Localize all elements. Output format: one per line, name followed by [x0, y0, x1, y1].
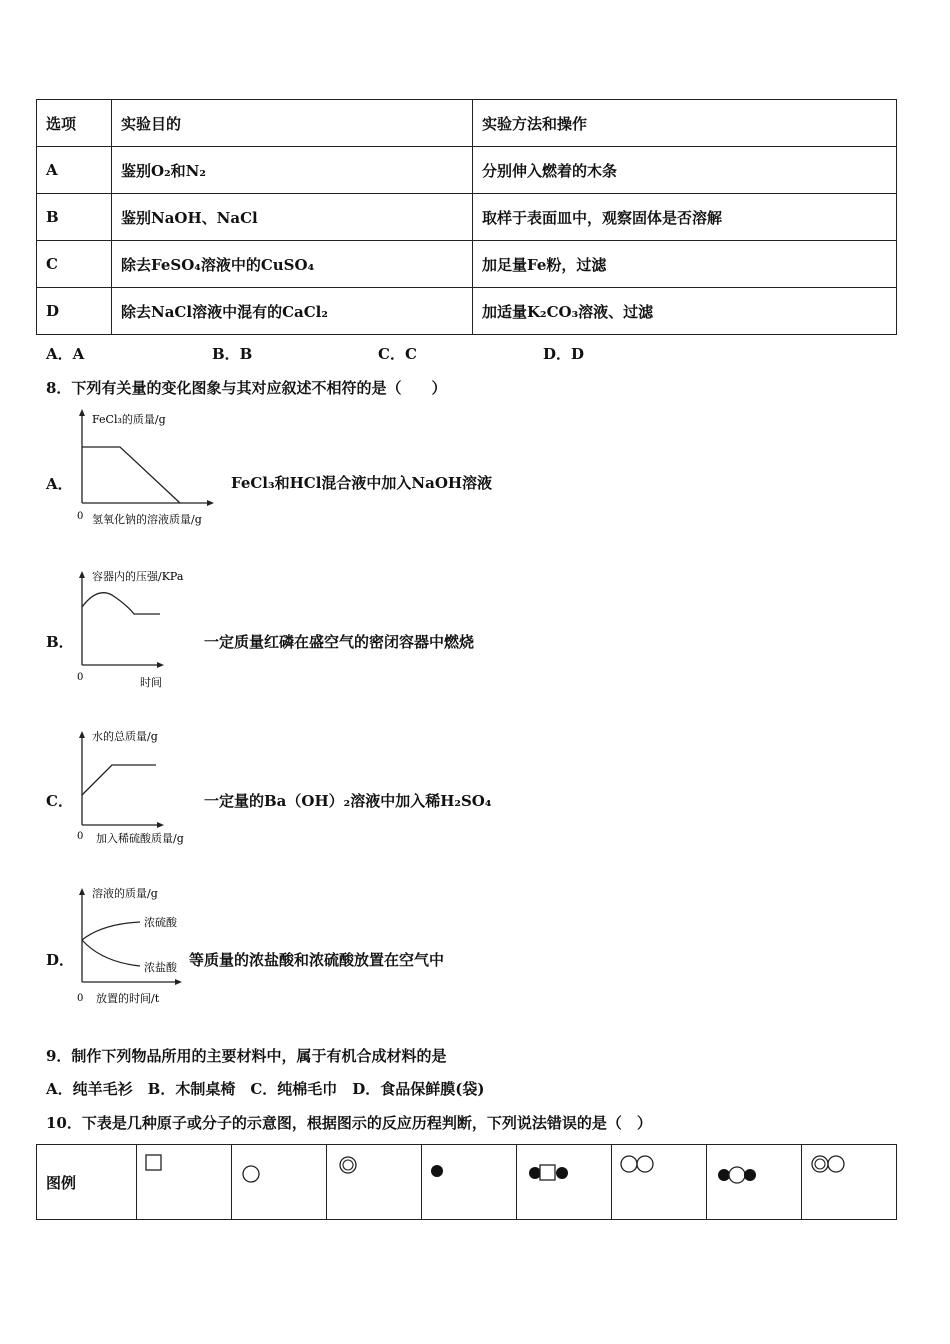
graph-b-ylabel: 容器内的压强/KPa: [92, 570, 184, 583]
graph-d-origin: 0: [77, 993, 84, 1004]
table-row: [37, 241, 897, 288]
legend-table: [36, 1144, 897, 1220]
question-8-stem: 8．下列有关量的变化图象与其对应叙述不相符的是（ ）: [46, 379, 447, 397]
row-purpose: 除去NaCl溶液中混有的CaCl₂: [112, 288, 473, 335]
legend-row: [37, 1145, 897, 1220]
choice-a[interactable]: A．A: [46, 345, 85, 363]
graph-d-ylabel: 溶液的质量/g: [92, 887, 158, 900]
row-purpose: 鉴别NaOH、NaCl: [112, 194, 473, 241]
row-purpose: 除去FeSO₄溶液中的CuSO₄: [112, 241, 473, 288]
row-method: 加足量Fe粉，过滤: [473, 241, 897, 288]
graph-d-curve-upper: [82, 922, 140, 940]
graph-c: [72, 725, 207, 847]
row-method: 取样于表面皿中，观察固体是否溶解: [473, 194, 897, 241]
option-b-desc: 一定质量红磷在盛空气的密闭容器中燃烧: [204, 633, 475, 651]
graph-c-xlabel: 加入稀硫酸质量/g: [96, 832, 184, 845]
legend-cell: [422, 1145, 517, 1220]
graph-b: [72, 565, 207, 693]
graph-b-origin: 0: [77, 672, 84, 683]
molecule-double-circle-pair-icon: [802, 1145, 896, 1215]
legend-label-cell: [37, 1145, 137, 1220]
graph-c-y-arrow: [79, 731, 85, 738]
question-10-stem: 10．下表是几种原子或分子的示意图，根据图示的反应历程判断，下列说法错误的是（ ）: [46, 1114, 652, 1132]
graph-d-curve-lower: [82, 940, 140, 966]
graph-b-y-arrow: [79, 571, 85, 578]
option-c-label[interactable]: C．: [46, 792, 73, 810]
graph-b-curve: [82, 593, 160, 614]
graph-b-x-arrow: [157, 662, 164, 668]
legend-label: 图例: [46, 1173, 77, 1192]
graph-d-y-arrow: [79, 888, 85, 895]
option-a-desc: FeCl₃和HCl混合液中加入NaOH溶液: [231, 474, 493, 492]
graph-d-xlabel: 放置的时间/t: [96, 992, 160, 1005]
legend-cell: [802, 1145, 897, 1220]
graph-a-ylabel: FeCl₃的质量/g: [92, 413, 166, 426]
table-row: [37, 194, 897, 241]
question-9-choices[interactable]: A．纯羊毛衫 B．木制桌椅 C．纯棉毛巾 D．食品保鲜膜(袋): [46, 1080, 485, 1098]
graph-d-curve2-label: 浓盐酸: [144, 961, 177, 974]
legend-cell: [137, 1145, 232, 1220]
molecule-dot-circle-dot-icon: [707, 1145, 801, 1215]
row-option: A: [37, 147, 112, 194]
row-method: 加适量K₂CO₃溶液、过滤: [473, 288, 897, 335]
option-b-label[interactable]: B．: [46, 633, 74, 651]
table-row: [37, 288, 897, 335]
choice-d[interactable]: D．D: [543, 345, 585, 363]
graph-c-ylabel: 水的总质量/g: [92, 730, 158, 743]
graph-c-x-arrow: [157, 822, 164, 828]
legend-cell: [232, 1145, 327, 1220]
legend-cell: [707, 1145, 802, 1220]
atom-double-circle-icon: [327, 1145, 421, 1215]
header-method: 实验方法和操作: [473, 100, 897, 147]
row-purpose: 鉴别O₂和N₂: [112, 147, 473, 194]
graph-d-curve1-label: 浓硫酸: [144, 916, 177, 929]
option-c-desc: 一定量的Ba（OH）₂溶液中加入稀H₂SO₄: [204, 792, 492, 810]
molecule-dot-square-dot-icon: [517, 1145, 611, 1215]
molecule-two-hollow-circles-icon: [612, 1145, 706, 1215]
header-purpose: 实验目的: [112, 100, 473, 147]
atom-hollow-circle-icon: [232, 1145, 326, 1215]
graph-c-curve: [82, 765, 156, 795]
graph-a-x-arrow: [207, 500, 214, 506]
graph-a-xlabel: 氢氧化钠的溶液质量/g: [92, 513, 202, 526]
row-option: C: [37, 241, 112, 288]
choice-b[interactable]: B．B: [212, 345, 253, 363]
graph-a-y-arrow: [79, 409, 85, 416]
row-option: B: [37, 194, 112, 241]
option-a-label[interactable]: A．: [46, 475, 73, 493]
row-method: 分别伸入燃着的木条: [473, 147, 897, 194]
experiment-table: [36, 99, 897, 335]
row-option: D: [37, 288, 112, 335]
legend-cell: [517, 1145, 612, 1220]
graph-c-origin: 0: [77, 831, 84, 842]
graph-a: [72, 405, 232, 530]
graph-a-origin: 0: [77, 511, 84, 522]
atom-solid-dot-icon: [422, 1145, 516, 1215]
graph-a-curve: [82, 447, 180, 503]
option-d-label[interactable]: D．: [46, 951, 75, 969]
table-row: [37, 147, 897, 194]
table-header-row: [37, 100, 897, 147]
option-d-desc: 等质量的浓盐酸和浓硫酸放置在空气中: [189, 951, 445, 969]
question-9-stem: 9．制作下列物品所用的主要材料中，属于有机合成材料的是: [46, 1047, 447, 1065]
graph-d-x-arrow: [175, 979, 182, 985]
legend-cell: [612, 1145, 707, 1220]
graph-d: [72, 882, 192, 1007]
graph-b-xlabel: 时间: [140, 676, 162, 689]
legend-cell: [327, 1145, 422, 1220]
header-option: 选项: [37, 100, 112, 147]
atom-square-icon: [137, 1145, 231, 1215]
choice-c[interactable]: C．C: [378, 345, 417, 363]
